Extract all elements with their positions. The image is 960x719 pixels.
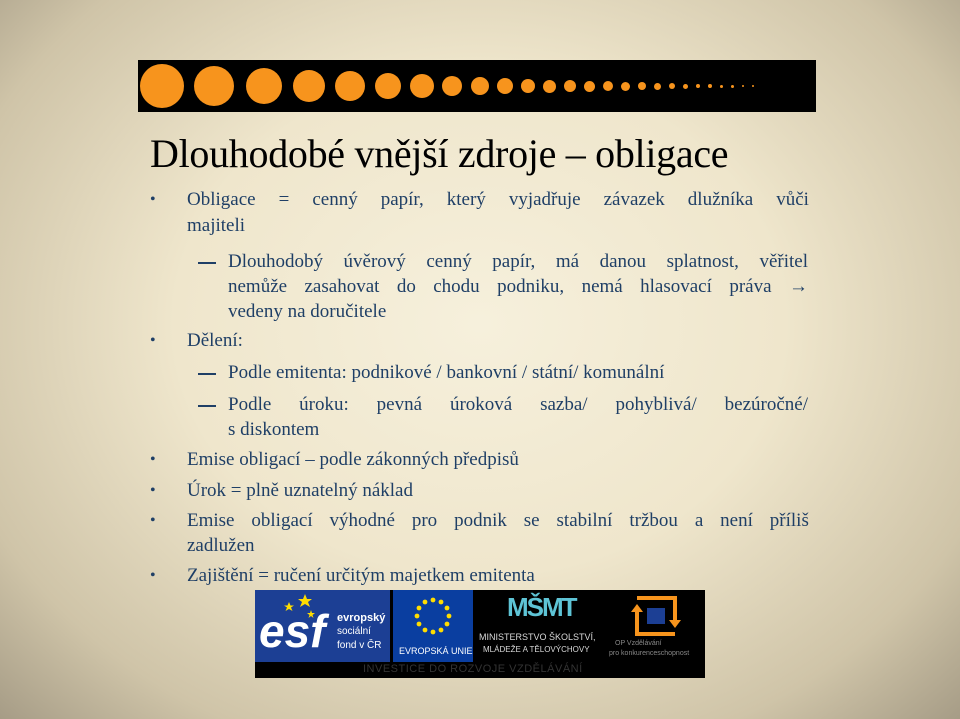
word: příliš	[769, 510, 809, 531]
word: úroku:	[299, 394, 349, 415]
word: pevná	[376, 394, 423, 415]
word: obligací	[251, 510, 313, 531]
word: bezúročné/	[724, 394, 808, 415]
bullet-text-line: Úrok = plně uznatelný náklad	[187, 480, 413, 501]
word: Obligace	[187, 189, 256, 210]
bullet-marker: •	[150, 567, 156, 584]
bullet-text-line: majiteli	[187, 215, 246, 236]
word: do	[396, 276, 416, 297]
word: hlasovací	[640, 276, 712, 297]
esf-line-2: sociální	[337, 626, 371, 637]
word: papír,	[492, 251, 536, 272]
word: chodu	[433, 276, 480, 297]
msmt-mark: MŠMT	[507, 592, 576, 622]
bullet-marker: •	[150, 482, 156, 499]
eu-logo-text: EVROPSKÁ UNIE	[399, 646, 473, 656]
eu-flag-stars-icon	[393, 590, 473, 644]
funding-logos-strip	[255, 590, 705, 678]
word: podniku,	[497, 276, 565, 297]
word: má	[555, 251, 580, 272]
word: tržbou	[629, 510, 678, 531]
op-vk-line-2: pro konkurenceschopnost	[609, 650, 690, 657]
eu-logo	[393, 590, 473, 662]
op-vk-line-1: OP Vzdělávání	[615, 640, 662, 647]
bullet-text-line: zadlužen	[187, 535, 255, 556]
dash-marker	[198, 405, 216, 407]
dash-marker	[198, 373, 216, 375]
word: není	[720, 510, 753, 531]
arrow-glyph: →	[788, 276, 808, 297]
word: Dlouhodobý	[228, 251, 323, 272]
word: pohyblivá/	[615, 394, 697, 415]
bullet-marker: •	[150, 332, 156, 349]
esf-line-3: fond v ČR	[337, 640, 382, 651]
bullet-text-line: Zajištění = ručení určitým majetkem emitenta	[187, 565, 535, 586]
word: vyjadřuje	[508, 189, 581, 210]
investment-slogan: INVESTICE DO ROZVOJE VZDĚLÁVÁNÍ	[363, 663, 583, 675]
word: nemůže	[228, 276, 288, 297]
word: který	[446, 189, 486, 210]
bullet-marker: •	[150, 191, 156, 208]
op-vk-logo	[607, 590, 705, 662]
sub-item-text-line	[228, 393, 808, 417]
word: Podle	[228, 394, 272, 415]
word: cenný	[426, 251, 472, 272]
bullet-marker: •	[150, 451, 156, 468]
word: =	[278, 189, 290, 210]
word: věřitel	[759, 251, 808, 272]
msmt-line-1: MINISTERSTVO ŠKOLSTVÍ,	[479, 632, 596, 642]
slide-title: Dlouhodobé vnější zdroje – obligace	[150, 131, 729, 176]
bullet-text-line	[187, 509, 809, 533]
bullet-text-line: Dělení:	[187, 330, 243, 351]
word: vůči	[776, 189, 809, 210]
word: výhodné	[329, 510, 395, 531]
word: a	[694, 510, 704, 531]
word: nemá	[581, 276, 623, 297]
word: stabilní	[556, 510, 613, 531]
word: podnik	[454, 510, 507, 531]
msmt-line-2: MLÁDEŽE A TĚLOVÝCHOVY	[483, 645, 590, 654]
word: pro	[411, 510, 438, 531]
sub-item-text-line: s diskontem	[228, 419, 320, 440]
esf-line-1: evropský	[337, 612, 386, 624]
sub-item-text-line	[228, 275, 808, 299]
esf-big-text: esf	[259, 605, 326, 657]
word: danou	[599, 251, 647, 272]
sub-item-text-line: vedeny na doručitele	[228, 301, 387, 322]
word: zasahovat	[304, 276, 380, 297]
bullet-marker: •	[150, 512, 156, 529]
word: cenný	[312, 189, 358, 210]
word: sazba/	[540, 394, 588, 415]
bullet-text-line	[187, 188, 809, 212]
word: Emise	[187, 510, 235, 531]
sub-item-text-line: Podle emitenta: podnikové / bankovní / státní/ komunální	[228, 362, 665, 383]
dash-marker	[198, 262, 216, 264]
word: práva	[729, 276, 772, 297]
esf-logo	[255, 590, 390, 662]
word: splatnost,	[666, 251, 739, 272]
word: se	[523, 510, 540, 531]
word: dlužníka	[687, 189, 754, 210]
sub-item-text-line	[228, 250, 808, 274]
bullet-text-line: Emise obligací – podle zákonných předpisů	[187, 449, 519, 470]
word: papír,	[380, 189, 424, 210]
op-vk-arrows-icon	[631, 594, 681, 638]
word: závazek	[603, 189, 665, 210]
word: úvěrový	[343, 251, 406, 272]
word: úroková	[449, 394, 513, 415]
msmt-logo	[477, 590, 597, 662]
